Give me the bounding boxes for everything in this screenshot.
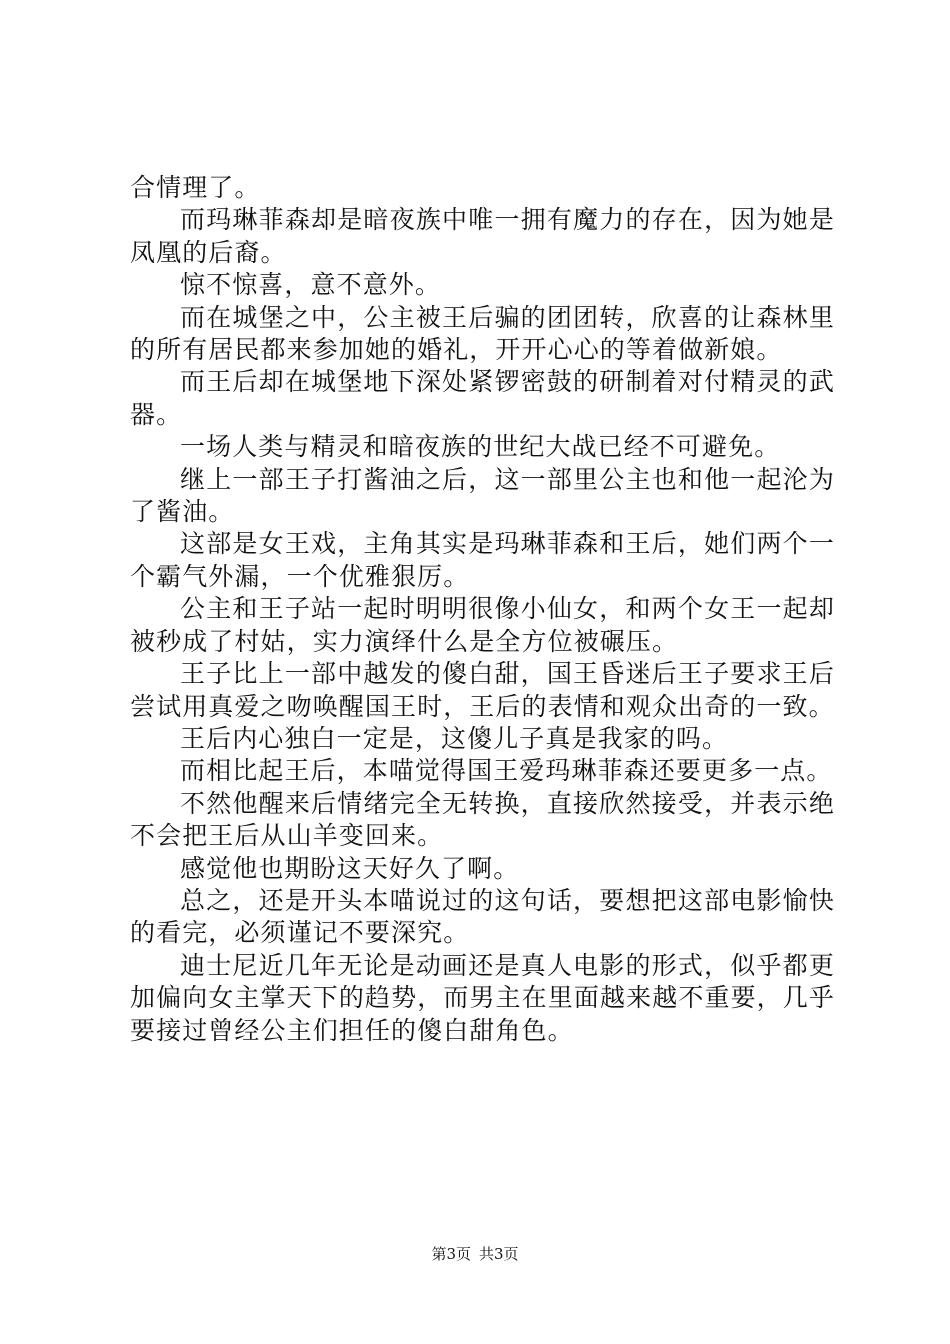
paragraph: 王子比上一部中越发的傻白甜，国王昏迷后王子要求王后尝试用真爱之吻唤醒国王时，王后的表情和观众出奇的一致。 — [130, 659, 835, 721]
paragraph: 继上一部王子打酱油之后，这一部里公主也和他一起沦为了酱油。 — [130, 464, 835, 527]
page-number: 第3页 — [431, 1245, 471, 1263]
paragraph: 一场人类与精灵和暗夜族的世纪大战已经不可避免。 — [180, 432, 781, 462]
paragraph: 王后内心独白一定是，这傻儿子真是我家的吗。 — [180, 723, 729, 753]
paragraph: 这部是女王戏，主角其实是玛琳菲森和王后，她们两个一个霸气外漏，一个优雅狠厉。 — [130, 529, 835, 591]
paragraph: 迪士尼近几年无论是动画还是真人电影的形式，似乎都更加偏向女主掌天下的趋势，而男主在里面越来越不重要，几乎要接过曾经公主们担任的傻白甜角色。 — [130, 950, 835, 1045]
page-total: 共3页 — [479, 1245, 519, 1263]
paragraph: 合情理了。 — [130, 173, 261, 202]
paragraph: 公主和王子站一起时明明很像小仙女，和两个女王一起却被秒成了村姑，实力演绎什么是全方位被碾压。 — [130, 594, 835, 656]
paragraph: 而玛琳菲森却是暗夜族中唯一拥有魔力的存在，因为她是凤凰的后裔。 — [130, 205, 835, 267]
document-body — [130, 172, 835, 1047]
paragraph: 而相比起王后，本喵觉得国王爱玛琳菲森还要更多一点。 — [180, 756, 833, 786]
paragraph: 而在城堡之中，公主被王后骗的团团转，欣喜的让森林里的所有居民都来参加她的婚礼，开开心心的等着做新娘。 — [130, 302, 835, 365]
paragraph: 惊不惊喜，意不意外。 — [180, 270, 442, 300]
paragraph: 不然他醒来后情绪完全无转换，直接欣然接受，并表示绝不会把王后从山羊变回来。 — [130, 788, 835, 851]
page-footer — [0, 1243, 950, 1264]
paragraph: 而王后却在城堡地下深处紧锣密鼓的研制着对付精灵的武器。 — [130, 367, 835, 429]
paragraph: 总之，还是开头本喵说过的这句话，要想把这部电影愉快的看完，必须谨记不要深究。 — [130, 885, 835, 948]
paragraph: 感觉他也期盼这天好久了啊。 — [180, 853, 520, 883]
